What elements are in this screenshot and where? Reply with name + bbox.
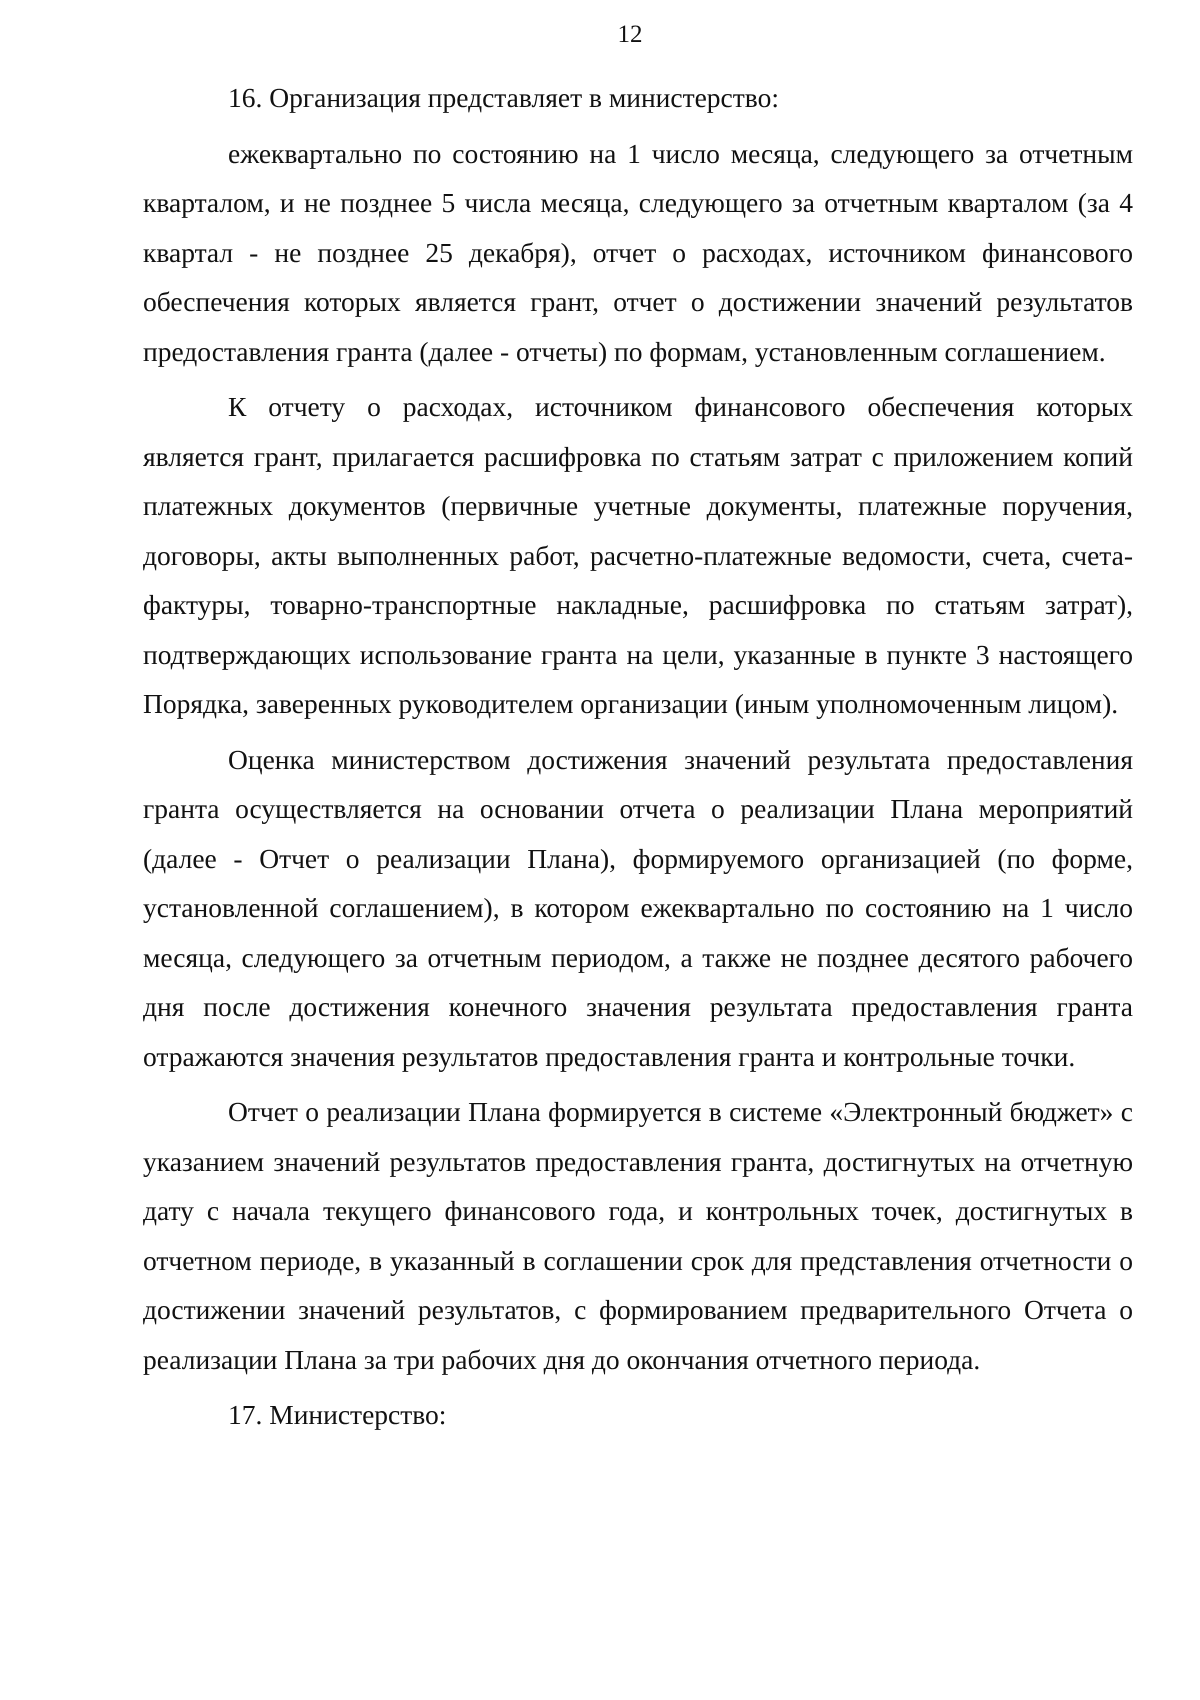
paragraph-expense-report-attachments: К отчету о расходах, источником финансового обеспечения которых является грант, прилагается расшифровка по статьям затрат с приложением копий платежных документов (первичные учетные документы, платежные поручения, договоры, акты выполненных работ, расчетно-платежные ведомости, счета, счета-фактуры, товарно-транспортные накладные, расшифровка по статьям затрат), подтверждающих использование гранта на цели, указанные в пункте 3 настоящего Порядка, заверенных руководителем организации (иным уполномоченным лицом). bbox=[143, 391, 1133, 719]
clause-16-heading: 16. Организация представляет в министерство: bbox=[228, 82, 779, 113]
clause-17-heading: 17. Министерство: bbox=[228, 1399, 447, 1430]
paragraph-plan-report-electronic-budget: Отчет о реализации Плана формируется в системе «Электронный бюджет» с указанием значений результатов предоставления гранта, достигнутых на отчетную дату с начала текущего финансового года, и контрольных точек, достигнутых в отчетном периоде, в указанный в соглашении срок для представления отчетности о достижении значений результатов, с формированием предварительного Отчета о реализации Плана за три рабочих дня до окончания отчетного периода. bbox=[143, 1096, 1133, 1375]
document-body bbox=[143, 73, 1133, 1446]
paragraph-results-evaluation: Оценка министерством достижения значений результата предоставления гранта осуществляется на основании отчета о реализации Плана мероприятий (далее - Отчет о реализации Плана), формируемого организацией (по форме, установленной соглашением), в котором ежеквартально по состоянию на 1 число месяца, следующего за отчетным периодом, а также не позднее десятого рабочего дня после достижения конечного значения результата предоставления гранта отражаются значения результатов предоставления гранта и контрольные точки. bbox=[143, 743, 1133, 1072]
paragraph-quarterly-reports: ежеквартально по состоянию на 1 число месяца, следующего за отчетным кварталом, и не позднее 5 числа месяца, следующего за отчетным кварталом (за 4 квартал - не позднее 25 декабря), отчет о расходах, источником финансового обеспечения которых является грант, отчет о достижении значений результатов предоставления гранта (далее - отчеты) по формам, установленным соглашением. bbox=[143, 137, 1133, 367]
page-number: 12 bbox=[617, 21, 643, 48]
